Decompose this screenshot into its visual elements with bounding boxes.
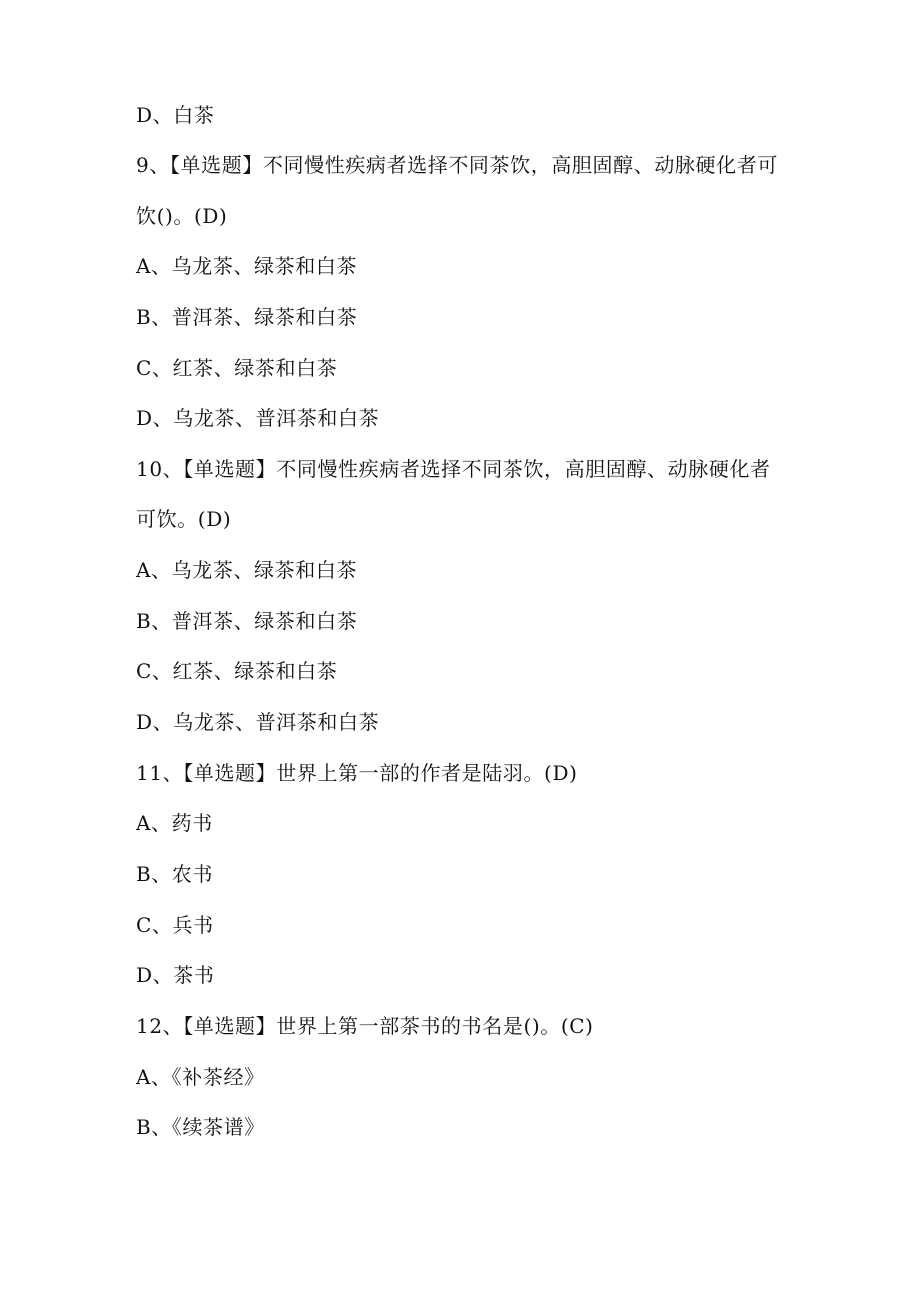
option-d-q8: D、白茶 — [136, 103, 215, 127]
question-10-line-2: 可饮。(D) — [136, 507, 232, 531]
question-9-line-1: 9、【单选题】不同慢性疾病者选择不同茶饮，高胆固醇、动脉硬化者可 — [136, 153, 778, 177]
option-c-q9: C、红茶、绿茶和白茶 — [136, 356, 338, 380]
question-12: 12、【单选题】世界上第一部茶书的书名是()。(C) — [136, 1014, 594, 1038]
option-a-q10: A、乌龙茶、绿茶和白茶 — [136, 558, 358, 582]
option-a-q12: A、《补茶经》 — [136, 1065, 265, 1089]
option-b-q9: B、普洱茶、绿茶和白茶 — [136, 305, 358, 329]
option-a-q11: A、药书 — [136, 811, 213, 835]
option-d-q11: D、茶书 — [136, 963, 215, 987]
option-c-q11: C、兵书 — [136, 913, 214, 937]
question-9-line-2: 饮()。(D) — [136, 204, 228, 228]
option-b-q10: B、普洱茶、绿茶和白茶 — [136, 609, 358, 633]
option-b-q11: B、农书 — [136, 862, 214, 886]
option-c-q10: C、红茶、绿茶和白茶 — [136, 659, 338, 683]
question-10-line-1: 10、【单选题】不同慢性疾病者选择不同茶饮，高胆固醇、动脉硬化者 — [136, 457, 771, 481]
question-11: 11、【单选题】世界上第一部的作者是陆羽。(D) — [136, 761, 578, 785]
option-a-q9: A、乌龙茶、绿茶和白茶 — [136, 254, 358, 278]
option-b-q12: B、《续茶谱》 — [136, 1115, 265, 1139]
option-d-q9: D、乌龙茶、普洱茶和白茶 — [136, 406, 380, 430]
option-d-q10: D、乌龙茶、普洱茶和白茶 — [136, 710, 380, 734]
